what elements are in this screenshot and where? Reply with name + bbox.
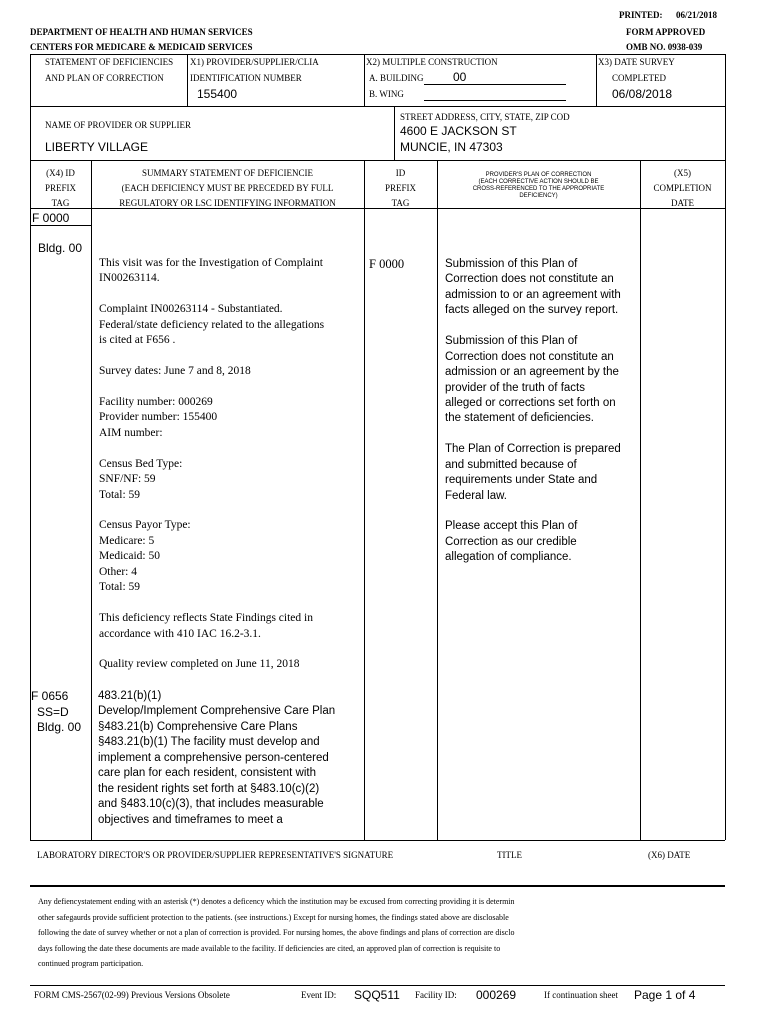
regulation-line: and §483.10(c)(3), that includes measurable (98, 798, 324, 811)
form-approved: FORM APPROVED (626, 27, 706, 37)
plan-line: Submission of this Plan of (445, 258, 578, 270)
plan-line: alleged or corrections set forth on (445, 396, 616, 409)
regulation-line: 483.21(b)(1) (98, 690, 162, 702)
summary-line: This visit was for the Investigation of Complaint (99, 257, 323, 269)
department-title: DEPARTMENT OF HEALTH AND HUMAN SERVICES (30, 27, 253, 37)
address-line1: 4600 E JACKSON ST (400, 124, 517, 138)
plan-line: allegation of compliance. (445, 551, 572, 564)
form-number: FORM CMS-2567(02-99) Previous Versions Obsolete (34, 990, 230, 1000)
identification-label: IDENTIFICATION NUMBER (190, 73, 302, 83)
disclaimer (38, 894, 515, 972)
plan-line: admission to or an agreement with (445, 288, 621, 301)
regulation-line: implement a comprehensive person-centered (98, 751, 329, 764)
regulation-line: care plan for each resident, consistent with (98, 767, 316, 780)
survey-date-value: 06/08/2018 (612, 87, 673, 101)
tag-f0000: F 0000 (32, 211, 70, 225)
disclaimer-line: following the date of survey whether or not a plan of correction is provided. For nursing homes, the above findings and plans of correction are disclo (38, 928, 515, 938)
regulation-line: §483.21(b)(1) The facility must develop and (98, 736, 320, 749)
summary-line (99, 503, 324, 518)
title-label: TITLE (497, 850, 522, 860)
plan-line: Submission of this Plan of (445, 335, 578, 348)
summary-line: Total: 59 (99, 581, 141, 594)
x1-label: X1) PROVIDER/SUPPLIER/CLIA (190, 57, 319, 67)
plan-line: The Plan of Correction is prepared (445, 443, 621, 456)
disclaimer-line: Any defiencystatement ending with an asterisk (*) denotes a deficency which the institution may be excused from correcting providing it is determin (38, 897, 515, 906)
id-prefix-header: ID PREFIX TAG (384, 168, 416, 208)
event-id-value: SQQ511 (354, 988, 400, 1002)
summary-line: AIM number: (99, 426, 163, 439)
summary-line (99, 287, 324, 302)
summary-line: Medicaid: 50 (99, 550, 160, 563)
provider-name-value: LIBERTY VILLAGE (45, 140, 148, 154)
plan-header: PROVIDER'S PLAN OF CORRECTION (EACH CORRECTIVE ACTION SHOULD BE CROSS-REFERENCED TO THE APPROPRIATE DEFICIENCY) (472, 172, 605, 199)
summary-line (99, 642, 324, 657)
summary-line (99, 349, 324, 364)
statement-label: STATEMENT OF DEFICIENCIES (45, 57, 174, 67)
regulation-line: objectives and timeframes to meet a (98, 813, 283, 826)
summary-line (99, 596, 324, 611)
plan-line: provider of the truth of facts (445, 381, 585, 394)
address-line2: MUNCIE, IN 47303 (400, 140, 503, 154)
completed-label: COMPLETED (612, 73, 666, 83)
facility-id-value: 000269 (476, 988, 517, 1002)
regulation-line: the resident rights set forth at §483.10(c)(2) (98, 782, 320, 795)
building-label: A. BUILDING (369, 73, 424, 83)
plan-line: requirements under State and (445, 474, 598, 487)
plan-line: Please accept this Plan of (445, 520, 578, 533)
plan-line: Federal law. (445, 489, 508, 502)
summary-line: Quality review completed on June 11, 2018 (99, 658, 300, 671)
provider-id-value: 155400 (197, 87, 238, 101)
summary-line: Provider number: 155400 (99, 411, 218, 424)
facility-id-label: Facility ID: (415, 990, 457, 1000)
regulation-line: Develop/Implement Comprehensive Care Plan (98, 705, 336, 718)
summary-line: Census Payor Type: (99, 519, 191, 532)
summary-line: is cited at F656 . (99, 334, 176, 347)
summary-line: Federal/state deficiency related to the allegations (99, 318, 325, 331)
plan-line: admission or an agreement by the (445, 366, 619, 379)
plan-line (445, 427, 621, 442)
plan-label: AND PLAN OF CORRECTION (45, 73, 164, 83)
disclaimer-line: continued program participation. (38, 959, 144, 969)
plan-line (445, 319, 621, 334)
summary-line: Census Bed Type: (99, 457, 183, 470)
summary-line (99, 380, 324, 395)
regulation-line: §483.21(b) Comprehensive Care Plans (98, 720, 298, 733)
tag-f0656: F 0656 SS=D Bldg. 00 (31, 689, 82, 734)
summary-line (99, 441, 324, 456)
x2-label: X2) MULTIPLE CONSTRUCTION (366, 57, 498, 67)
printed-date: 06/21/2018 (676, 10, 718, 20)
summary-header: SUMMARY STATEMENT OF DEFICIENCIE (EACH DEFICIENCY MUST BE PRECEDED BY FULL REGULATORY OR LSC IDENTIFYING INFORMATION (119, 168, 336, 208)
plan-line (445, 504, 621, 519)
plan-line: and submitted because of (445, 458, 577, 471)
summary-line: This deficiency reflects State Findings cited in (99, 612, 313, 625)
disclaimer-line: days following the date these documents are made available to the facility. If deficiencies are cited, an approved plan of correction is requisite to (38, 943, 501, 953)
building-value: 00 (453, 70, 467, 84)
summary-line: Medicare: 5 (99, 534, 155, 547)
provider-name-label: NAME OF PROVIDER OR SUPPLIER (45, 120, 192, 130)
bldg-00: Bldg. 00 (38, 241, 83, 255)
centers-title: CENTERS FOR MEDICARE & MEDICAID SERVICES (30, 42, 253, 52)
summary-statement (99, 256, 324, 673)
disclaimer-line: other safegaurds provide sufficient protection to the patients. (see instructions.) Except for nursing homes, the findings stated above are disclosable (38, 912, 509, 922)
x6-date-label: (X6) DATE (648, 850, 691, 860)
printed-label: PRINTED: (619, 10, 663, 20)
x5-header: (X5) COMPLETION DATE (653, 168, 712, 208)
summary-line: Other: 4 (99, 565, 138, 578)
x3-label: X3) DATE SURVEY (598, 57, 675, 67)
plan-line: facts alleged on the survey report. (445, 304, 619, 317)
summary-line: SNF/NF: 59 (99, 473, 156, 486)
plan-line: Correction as our credible (445, 535, 577, 548)
omb-number: OMB NO. 0938-039 (626, 42, 703, 52)
summary-line: accordance with 410 IAC 16.2-3.1. (99, 627, 261, 640)
event-id-label: Event ID: (301, 990, 337, 1000)
plan-of-correction (445, 257, 621, 566)
summary-line: Survey dates: June 7 and 8, 2018 (99, 365, 251, 378)
continuation-label: If continuation sheet (544, 990, 618, 1000)
plan-line: Correction does not constitute an (445, 350, 614, 363)
director-signature-label: LABORATORY DIRECTOR'S OR PROVIDER/SUPPLIER REPRESENTATIVE'S SIGNATURE (37, 850, 394, 860)
summary-line: Facility number: 000269 (99, 395, 213, 408)
regulation-text (98, 689, 335, 828)
page-number: Page 1 of 4 (634, 988, 696, 1002)
wing-label: B. WING (369, 89, 404, 99)
summary-line: Complaint IN00263114 - Substantiated. (99, 303, 283, 316)
plan-line: Correction does not constitute an (445, 273, 614, 286)
address-label: STREET ADDRESS, CITY, STATE, ZIP COD (400, 112, 570, 122)
plan-line: the statement of deficiencies. (445, 412, 594, 425)
summary-line: IN00263114. (99, 272, 160, 285)
x4-header: (X4) ID PREFIX TAG (44, 168, 76, 208)
id-tag-f0000: F 0000 (369, 257, 405, 271)
summary-line: Total: 59 (99, 488, 141, 501)
